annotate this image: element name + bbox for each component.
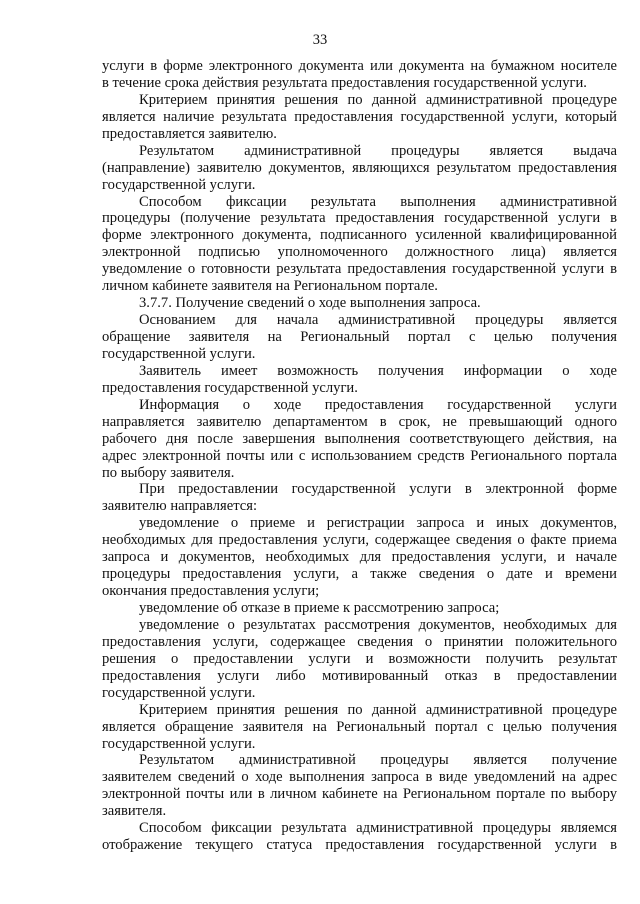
text-line: государственной услуги. <box>102 735 256 752</box>
text-line: заявителю направляется: <box>102 498 257 515</box>
text-line: Критерием принятия решения по данной административной процедуре <box>139 701 617 718</box>
text-line: государственной услуги. <box>102 345 256 362</box>
text-line: личном кабинете заявителя на Региональном портале. <box>102 278 438 295</box>
text-line: предоставления услуги, содержащее сведения о принятии положительного <box>102 633 617 650</box>
text-line: предоставления государственной услуги. <box>102 379 358 396</box>
text-line: Основанием для начала административной процедуры является <box>139 312 617 329</box>
text-line: Заявитель имеет возможность получения информации о ходе <box>139 362 617 379</box>
text-line: форме электронного документа, подписанного усиленной квалифицированной <box>102 227 617 244</box>
text-line: рабочего дня после завершения выполнения соответствующего действия, на <box>102 430 617 447</box>
text-line: предоставления услуги либо мотивированный отказ в предоставлении <box>102 667 617 684</box>
text-line: Информация о ходе предоставления государственной услуги <box>139 396 617 413</box>
text-line: является наличие результата предоставления государственной услуги, который <box>102 108 617 125</box>
text-line: уведомление о результатах рассмотрения документов, необходимых для <box>139 616 617 633</box>
text-line: в течение срока действия результата предоставления государственной услуги. <box>102 74 587 91</box>
text-line: уведомление об отказе в приеме к рассмотрению запроса; <box>139 600 500 616</box>
text-line: является обращение заявителя на Региональный портал с целью получения <box>102 718 617 735</box>
text-line: процедуры (получение результата предоставления государственной услуги в <box>102 210 617 227</box>
text-line: электронной подписью уполномоченного должностного лица) является <box>102 244 617 261</box>
text-line: государственной услуги. <box>102 684 256 701</box>
text-line: по выбору заявителя. <box>102 464 235 481</box>
text-line: Результатом административной процедуры является выдача <box>139 142 617 159</box>
text-line: предоставляется заявителю. <box>102 125 277 142</box>
text-line: Результатом административной процедуры является получение <box>139 752 617 769</box>
text-line: уведомление о приеме и регистрации запроса и иных документов, <box>139 515 617 532</box>
text-line: Способом фиксации результата выполнения административной <box>139 193 617 210</box>
text-line: При предоставлении государственной услуги в электронной форме <box>139 481 617 498</box>
text-line: запроса и документов, необходимых для предоставления услуги, и начале <box>102 549 617 566</box>
text-line: окончания предоставления услуги; <box>102 583 320 600</box>
text-line: услуги в форме электронного документа или документа на бумажном носителе <box>102 58 617 74</box>
text-line: заявителя. <box>102 803 167 820</box>
document-body <box>102 58 617 854</box>
text-line: решения о предоставлении услуги и возможности получить результат <box>102 650 617 667</box>
text-line: адрес электронной почты или с использованием средств Регионального портала <box>102 447 617 464</box>
text-line: заявителем сведений о ходе выполнения запроса в виде уведомлений на адрес <box>102 769 617 786</box>
text-line: электронной почты или в личном кабинете на Региональном портале по выбору <box>102 786 617 803</box>
page-number: 33 <box>312 32 328 48</box>
text-line: процедуры предоставления услуги, а также сведения о дате и времени <box>102 566 617 583</box>
text-line: (направление) заявителю документов, являющихся результатом предоставления <box>102 159 617 176</box>
text-line: государственной услуги. <box>102 176 256 193</box>
text-line: обращение заявителя на Региональный портал с целью получения <box>102 329 617 345</box>
text-line: отображение текущего статуса предоставления государственной услуги в <box>102 837 617 854</box>
text-line: Способом фиксации результата административной процедуры являемся <box>139 820 617 837</box>
text-line: уведомление о готовности результата предоставления государственной услуги в <box>102 261 617 278</box>
text-line: необходимых для предоставления услуги, содержащее сведения о факте приема <box>102 532 617 549</box>
text-line: 3.7.7. Получение сведений о ходе выполнения запроса. <box>139 295 481 312</box>
text-line: Критерием принятия решения по данной административной процедуре <box>139 91 617 108</box>
text-line: направляется заявителю департаментом в срок, не превышающий одного <box>102 413 617 430</box>
